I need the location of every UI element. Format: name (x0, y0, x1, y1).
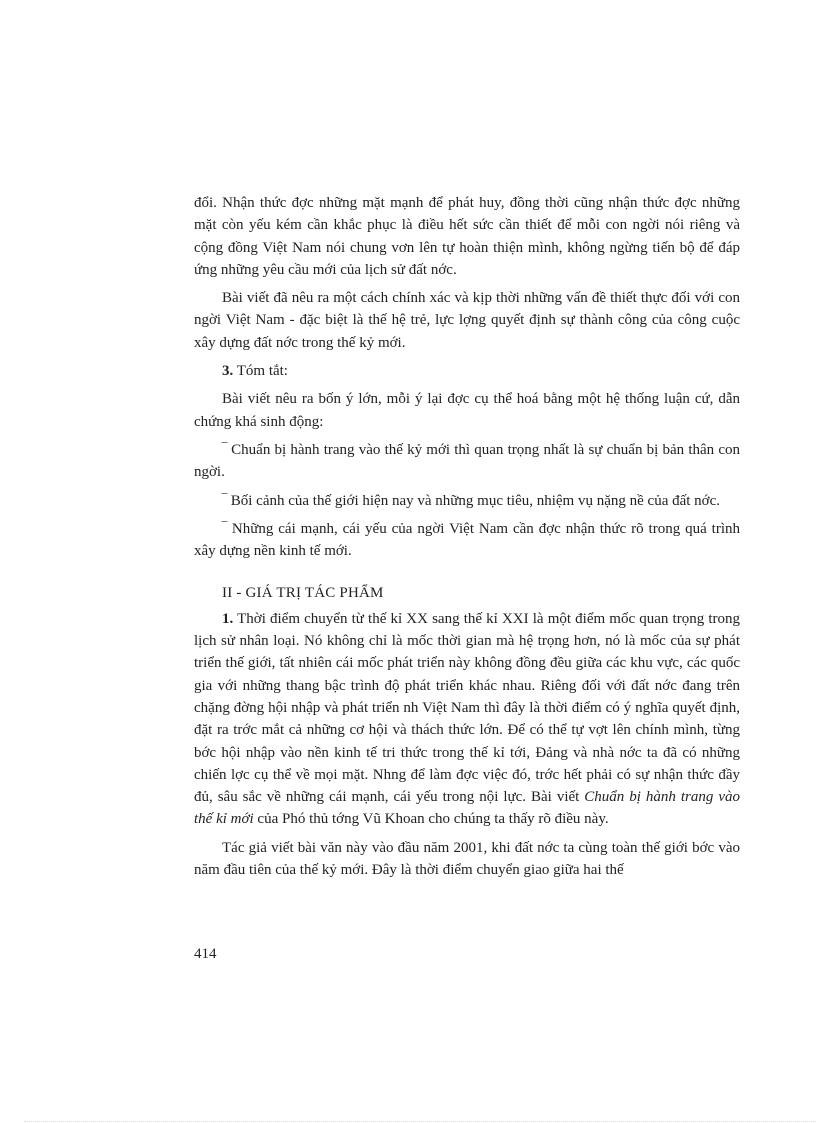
summary-heading (222, 360, 740, 382)
page-number: 414 (194, 946, 217, 962)
section-paragraph-1-ending: của Phó thủ tớng Vũ Khoan cho chúng ta thấy rõ điều này. (257, 811, 609, 828)
summary-intro: Bài viết nêu ra bốn ý lớn, mỗi ý lại đợc cụ thể hoá bằng một hệ thống luận cứ, dẫn chứng khá sinh động: (194, 391, 740, 430)
section-paragraph-1-text: Thời điểm chuyển từ thế kỉ XX sang thế kỉ XXI là một điểm mốc quan trọng trong lịch sử nhân loại. Nó không chỉ là mốc thời gian mà hệ trọng hơn, nó là mốc của sự phát triển thế giới, tất nhiên cái mốc phát triển này không đồng đều giữa các khu vực, các quốc gia với những thang bậc trình độ phát triển khác nhau. Riêng đối với đất nớc đang trên chặng đờng hội nhập và phát triển nh Việt Nam thì đây là thời điểm có ý nghĩa quyết định, đặt ra trớc mắt cả những cơ hội và thách thức lớn. Để có thể tự vợt lên chính mình, từng bớc hội nhập vào nền kinh tế tri thức trong thế kỉ tới, Đảng và nhà nớc ta đã có những chiến lợc cụ thể về mọi mặt. Nhng để làm đợc việc đó, trớc hết phải có sự nhận thức đầy đủ, sâu sắc về những cái mạnh, cái yếu trong nội lực. Bài viết (194, 610, 741, 806)
section-heading-value: II - GIÁ TRỊ TÁC PHẨM (222, 585, 384, 602)
paragraph-article-assessment: Bài viết đã nêu ra một cách chính xác và kịp thời những vấn đề thiết thực đối với con ngời Việt Nam - đặc biệt là thế hệ trẻ, lực lợng quyết định sự thành công của công cuộc xây dựng đất nớc trong thế kỷ mới. (194, 290, 740, 351)
section-paragraph-1 (194, 608, 740, 831)
section-paragraph-1-number: 1. (222, 610, 234, 627)
work-title: Chuẩn bị hành trang vào thế kỉ mới (194, 789, 740, 828)
document-page (194, 192, 740, 887)
section-paragraph-2: Tác giả viết bài văn này vào đầu năm 2001, khi đất nớc ta cùng toàn thế giới bớc vào năm đầu tiên của thế kỷ mới. Đây là thời điểm chuyển giao giữa hai thế (194, 839, 740, 879)
summary-bullet-2: ‾ Bối cảnh của thế giới hiện nay và những mục tiêu, nhiệm vụ nặng nề của đất nớc. (222, 492, 721, 509)
summary-heading-number: 3. (222, 363, 234, 380)
summary-heading-title: Tóm tắt: (236, 363, 288, 380)
paragraph-continuation: đổi. Nhận thức đợc những mặt mạnh để phát huy, đồng thời cũng nhận thức đợc những mặt còn yếu kém cần khắc phục là điều hết sức cần thiết để mỗi con ngời nói riêng và cộng đồng Việt Nam nói chung vơn lên tự hoàn thiện mình, không ngừng tiến bộ để đáp ứng những yêu cầu mới của lịch sử đất nớc. (194, 195, 740, 278)
bottom-dotted-rule (24, 1121, 816, 1122)
summary-bullet-1: ‾ Chuẩn bị hành trang vào thế kỷ mới thì quan trọng nhất là sự chuẩn bị bản thân con ngời. (194, 441, 740, 481)
summary-bullet-3: ‾ Những cái mạnh, cái yếu của ngời Việt Nam cần đợc nhận thức rõ trong quá trình xây dựng nền kinh tế mới. (194, 520, 740, 560)
